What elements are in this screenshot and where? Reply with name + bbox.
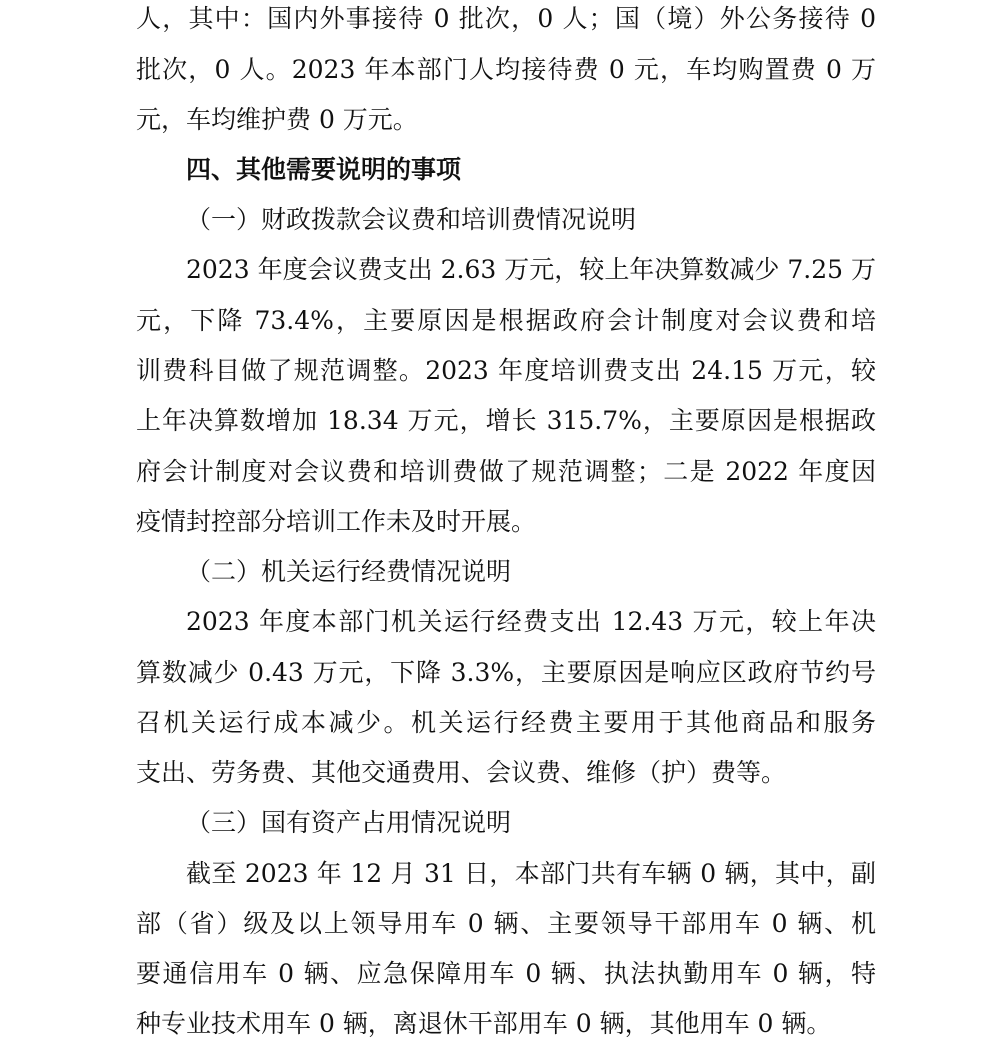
subsection-heading: （三）国有资产占用情况说明 <box>186 808 512 837</box>
paragraph-line: 元，车均维护费 0 万元。 <box>136 105 418 134</box>
paragraph-line: 疫情封控部分培训工作未及时开展。 <box>136 507 537 536</box>
paragraph-line: 支出、劳务费、其他交通费用、会议费、维修（护）费等。 <box>136 758 787 787</box>
paragraph-line: 元，下降 73.4%，主要原因是根据政府会计制度对会议费和培 <box>136 306 876 335</box>
paragraph-line: 2023 年度会议费支出 2.63 万元，较上年决算数减少 7.25 万 <box>186 255 876 284</box>
paragraph-line: 府会计制度对会议费和培训费做了规范调整；二是 2022 年度因 <box>136 457 876 486</box>
paragraph-line: 召机关运行成本减少。机关运行经费主要用于其他商品和服务 <box>136 708 876 737</box>
paragraph-line: 要通信用车 0 辆、应急保障用车 0 辆、执法执勤用车 0 辆，特 <box>136 959 876 988</box>
paragraph-line: 算数减少 0.43 万元，下降 3.3%，主要原因是响应区政府节约号 <box>136 658 876 687</box>
paragraph-line: 训费科目做了规范调整。2023 年度培训费支出 24.15 万元，较 <box>136 356 876 385</box>
subsection-heading: （二）机关运行经费情况说明 <box>186 557 512 586</box>
paragraph-line: 截至 2023 年 12 月 31 日，本部门共有车辆 0 辆，其中，副 <box>186 859 876 888</box>
paragraph-line: 人，其中：国内外事接待 0 批次，0 人；国（境）外公务接待 0 <box>136 4 876 33</box>
paragraph-line: 上年决算数增加 18.34 万元，增长 315.7%，主要原因是根据政 <box>136 406 876 435</box>
subsection-heading: （一）财政拨款会议费和培训费情况说明 <box>186 205 637 234</box>
paragraph-line: 批次，0 人。2023 年本部门人均接待费 0 元，车均购置费 0 万 <box>136 55 876 84</box>
paragraph-line: 种专业技术用车 0 辆，离退休干部用车 0 辆，其他用车 0 辆。 <box>136 1009 832 1038</box>
section-heading: 四、其他需要说明的事项 <box>186 155 462 184</box>
paragraph-line: 2023 年度本部门机关运行经费支出 12.43 万元，较上年决 <box>186 607 876 636</box>
paragraph-line: 部（省）级及以上领导用车 0 辆、主要领导干部用车 0 辆、机 <box>136 909 876 938</box>
